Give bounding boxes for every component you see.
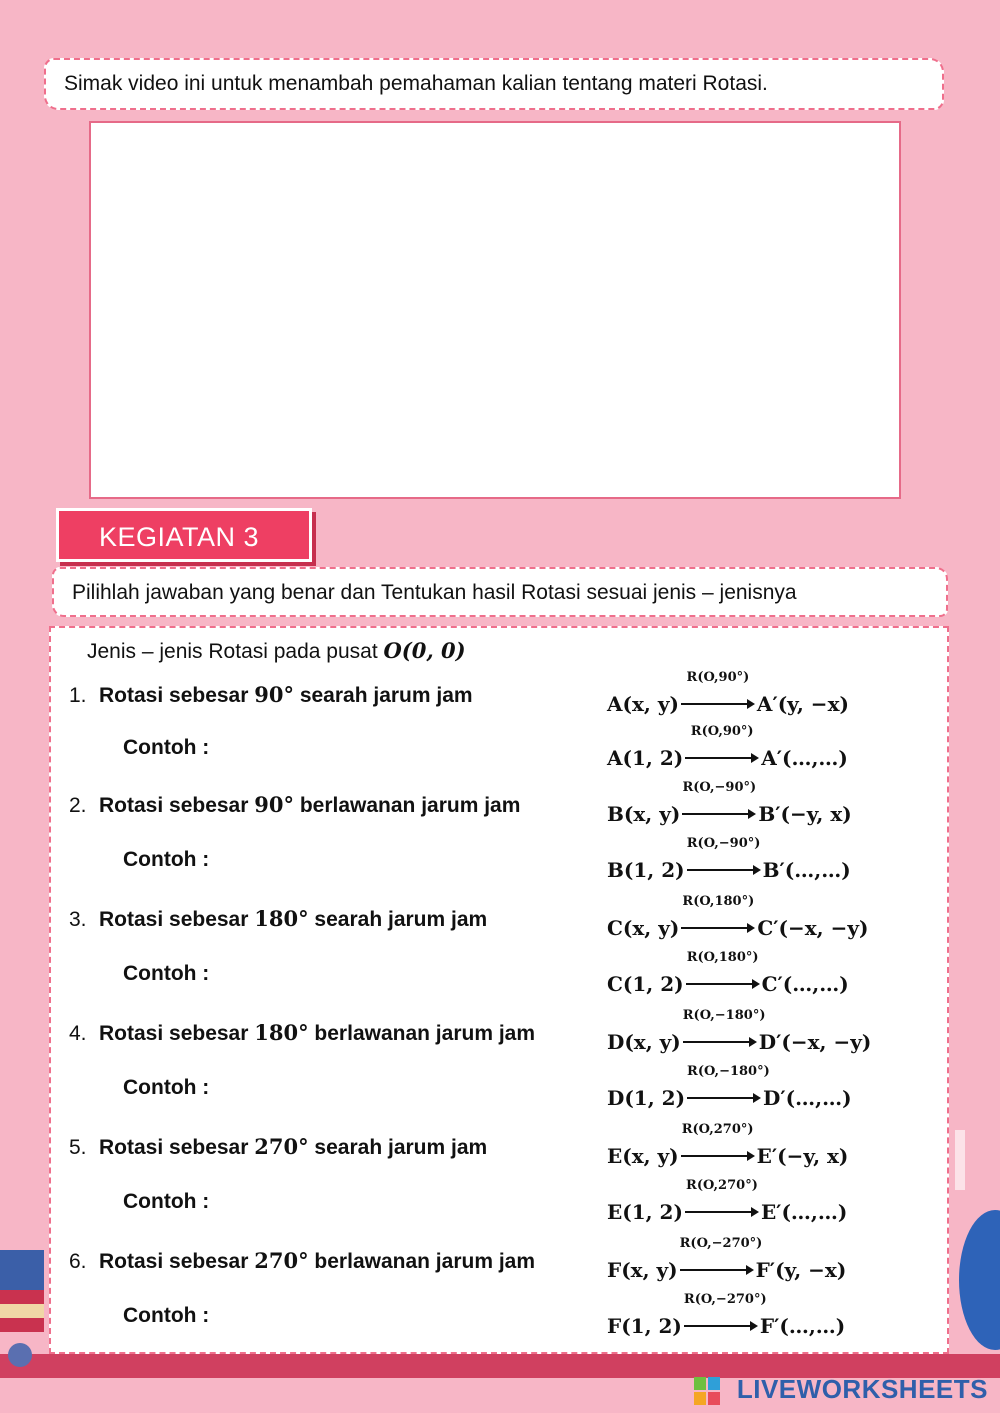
center-point: O(0, 0) <box>383 638 466 663</box>
rotation-rule-formula <box>607 1122 849 1168</box>
rotation-operator: R(O,−90°) <box>682 780 757 795</box>
rotation-arrow <box>685 724 759 770</box>
lamp-decoration-icon <box>0 1180 44 1370</box>
example-answer[interactable]: B′(…,…) <box>762 858 851 882</box>
liveworksheets-logo-icon <box>694 1377 720 1405</box>
rotation-example-row <box>51 950 947 996</box>
arrow-head-icon <box>746 1265 754 1275</box>
arrow-head-icon <box>747 923 755 933</box>
formula-from: A(x, y) <box>607 692 679 716</box>
formula-to: E′(−y, x) <box>756 1144 849 1168</box>
rotation-operator: R(O,270°) <box>686 1178 758 1193</box>
item-number: 3. <box>69 908 87 931</box>
formula-from: C(x, y) <box>607 916 680 940</box>
rotation-example-row <box>51 836 947 882</box>
rotation-rule-formula <box>607 894 869 940</box>
formula-to: D′(−x, −y) <box>758 1030 872 1054</box>
formula-from: F(x, y) <box>607 1258 678 1282</box>
rotation-operator: R(O,−270°) <box>683 1292 767 1307</box>
rotation-rule-row <box>51 894 947 940</box>
arrow-head-icon <box>747 699 755 709</box>
section-tag <box>56 508 312 562</box>
task-instruction-text: Pilihlah jawaban yang benar dan Tentukan hasil Rotasi sesuai jenis – jenisnya <box>72 581 797 604</box>
formula-to: F′(y, −x) <box>755 1258 847 1282</box>
example-answer[interactable]: E′(…,…) <box>760 1200 848 1224</box>
rotation-arrow <box>686 950 760 996</box>
arrow-head-icon <box>749 1037 757 1047</box>
arrow-head-icon <box>753 865 761 875</box>
liveworksheets-logo[interactable]: LIVEWORKSHEETS <box>736 1374 988 1404</box>
rotation-operator: R(O,−270°) <box>679 1236 763 1251</box>
video-embed-area[interactable] <box>89 121 901 499</box>
rotation-rule-row <box>51 1122 947 1168</box>
rotation-example-row <box>51 724 947 770</box>
rotation-example-formula[interactable] <box>607 836 851 882</box>
rotation-arrow <box>681 1122 755 1168</box>
rotation-arrow <box>682 1008 766 1054</box>
formula-from: E(x, y) <box>607 1144 679 1168</box>
rotation-arrow <box>681 894 755 940</box>
rotation-degree: 270° <box>254 1248 309 1273</box>
rotation-operator: R(O,270°) <box>681 1122 754 1137</box>
example-label: Contoh : <box>123 1304 210 1327</box>
rotation-example-formula[interactable] <box>607 950 849 996</box>
example-label: Contoh : <box>123 1076 210 1099</box>
rotation-rule-formula <box>607 1008 872 1054</box>
formula-to: B′(−y, x) <box>758 802 852 826</box>
arrow-head-icon <box>751 753 759 763</box>
rotation-example-formula[interactable] <box>607 724 848 770</box>
arrow-head-icon <box>753 1093 761 1103</box>
rotation-rule-row <box>51 1236 947 1282</box>
rotation-example-formula[interactable] <box>607 1064 852 1110</box>
rotation-degree: 90° <box>254 792 294 817</box>
rotation-arrow <box>679 1236 763 1282</box>
rotation-arrow <box>683 1292 767 1338</box>
item-number: 6. <box>69 1250 87 1273</box>
rotation-rule-formula <box>607 780 852 826</box>
rotation-operator: R(O,90°) <box>686 670 750 685</box>
rotation-arrow <box>687 1064 770 1110</box>
rotation-rule-label: 2. Rotasi sebesar 90° berlawanan jarum jam <box>69 792 521 817</box>
task-instruction-banner <box>52 567 948 617</box>
example-from: D(1, 2) <box>607 1086 686 1110</box>
rotation-operator: R(O,−90°) <box>686 836 761 851</box>
rotation-arrow <box>682 780 757 826</box>
section-tag-label: KEGIATAN 3 <box>99 522 260 552</box>
rotation-rule-row <box>51 780 947 826</box>
rotation-degree: 180° <box>254 1020 309 1045</box>
video-instruction-text: Simak video ini untuk menambah pemahaman kalian tentang materi Rotasi. <box>64 72 768 95</box>
video-instruction-banner <box>44 58 944 110</box>
content-heading <box>87 638 466 664</box>
rotation-degree: 90° <box>254 682 294 707</box>
rotation-content-box <box>49 626 949 1354</box>
rotation-arrow <box>686 836 761 882</box>
item-number: 5. <box>69 1136 87 1159</box>
rotation-rule-formula <box>607 1236 847 1282</box>
formula-from: B(x, y) <box>607 802 681 826</box>
rotation-rule-label: 6. Rotasi sebesar 270° berlawanan jarum jam <box>69 1248 536 1273</box>
formula-from: D(x, y) <box>607 1030 681 1054</box>
item-number: 2. <box>69 794 87 817</box>
example-answer[interactable]: C′(…,…) <box>761 972 849 996</box>
example-label: Contoh : <box>123 848 210 871</box>
example-label: Contoh : <box>123 962 210 985</box>
example-answer[interactable]: A′(…,…) <box>761 746 848 770</box>
example-from: E(1, 2) <box>607 1200 683 1224</box>
rotation-example-formula[interactable] <box>607 1178 848 1224</box>
rotation-degree: 270° <box>254 1134 309 1159</box>
rotation-arrow <box>685 1178 759 1224</box>
arrow-head-icon <box>748 809 756 819</box>
rotation-rule-row <box>51 670 947 716</box>
rotation-degree: 180° <box>254 906 309 931</box>
rotation-operator: R(O,90°) <box>690 724 754 739</box>
formula-to: C′(−x, −y) <box>757 916 869 940</box>
arrow-head-icon <box>752 979 760 989</box>
rotation-operator: R(O,180°) <box>686 950 759 965</box>
globe-decoration-icon <box>955 1130 1000 1370</box>
arrow-head-icon <box>747 1151 755 1161</box>
item-number: 4. <box>69 1022 87 1045</box>
example-from: A(1, 2) <box>607 746 684 770</box>
example-label: Contoh : <box>123 1190 210 1213</box>
item-number: 1. <box>69 684 87 707</box>
rotation-operator: R(O,180°) <box>682 894 755 909</box>
arrow-head-icon <box>751 1207 759 1217</box>
example-label: Contoh : <box>123 736 210 759</box>
rotation-example-formula[interactable] <box>607 1292 846 1338</box>
rotation-example-row <box>51 1292 947 1338</box>
rotation-example-row <box>51 1064 947 1110</box>
example-from: B(1, 2) <box>607 858 685 882</box>
rotation-operator: R(O,−180°) <box>682 1008 766 1023</box>
rotation-rule-label: 1. Rotasi sebesar 90° searah jarum jam <box>69 682 473 707</box>
example-from: F(1, 2) <box>607 1314 682 1338</box>
rotation-rule-label: 4. Rotasi sebesar 180° berlawanan jarum jam <box>69 1020 536 1045</box>
rotation-rule-row <box>51 1008 947 1054</box>
rotation-operator: R(O,−180°) <box>687 1064 770 1079</box>
rotation-arrow <box>681 670 755 716</box>
content-heading-text: Jenis – jenis Rotasi pada pusat <box>87 640 384 663</box>
rotation-rule-label: 5. Rotasi sebesar 270° searah jarum jam <box>69 1134 488 1159</box>
formula-to: A′(y, −x) <box>756 692 849 716</box>
rotation-rule-label: 3. Rotasi sebesar 180° searah jarum jam <box>69 906 488 931</box>
example-answer[interactable]: F′(…,…) <box>759 1314 846 1338</box>
rotation-rule-formula <box>607 670 849 716</box>
example-answer[interactable]: D′(…,…) <box>763 1086 852 1110</box>
example-from: C(1, 2) <box>607 972 684 996</box>
rotation-example-row <box>51 1178 947 1224</box>
arrow-head-icon <box>750 1321 758 1331</box>
